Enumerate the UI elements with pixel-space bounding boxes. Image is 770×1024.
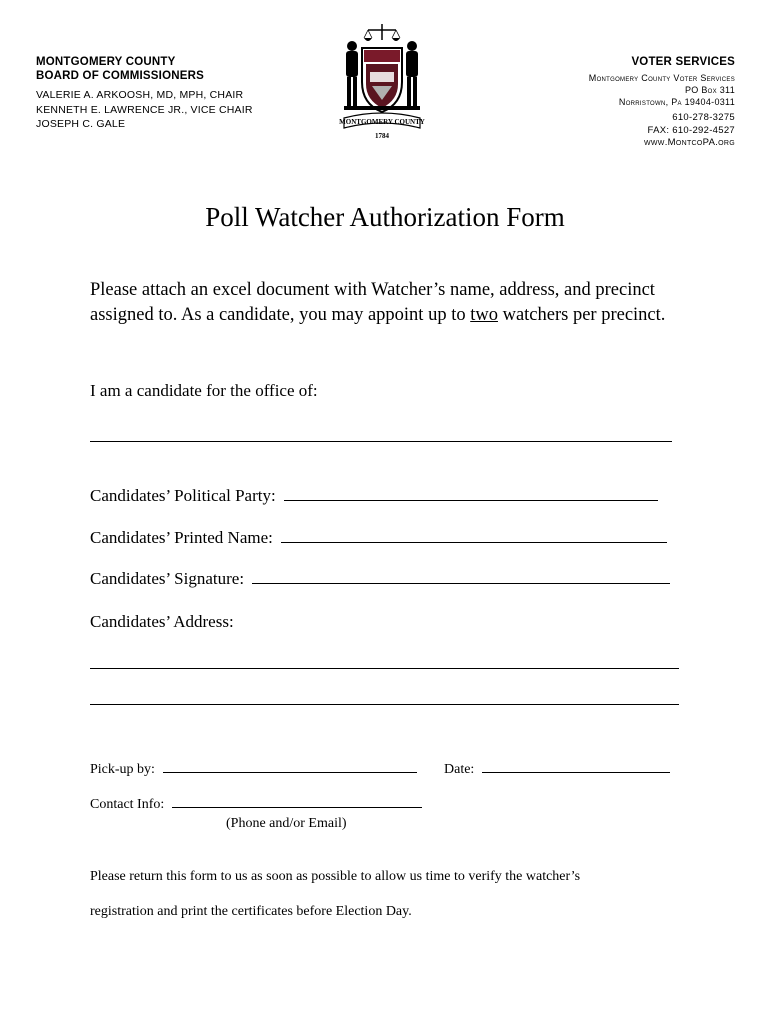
pickup-input-line[interactable]	[163, 771, 417, 773]
party-field	[90, 486, 658, 506]
instructions-text-1: Please attach an excel document with Watcher’s name, address, and precinct assigned to. As a candidate, you may appoint up to	[90, 280, 655, 325]
address-input-line-2[interactable]	[90, 704, 679, 705]
instructions-paragraph	[90, 278, 670, 328]
signature-field	[90, 569, 670, 589]
contact-hint: (Phone and/or Email)	[226, 816, 347, 831]
pickup-label: Pick-up by:	[90, 762, 155, 777]
seal-banner-text: MONTGOMERY COUNTY	[339, 118, 425, 126]
address-line-office: Montgomery County Voter Services	[588, 73, 735, 83]
fax-number: FAX: 610-292-4527	[647, 124, 735, 136]
board-header	[36, 55, 253, 132]
address-input-line-1[interactable]	[90, 668, 679, 669]
contact-block	[589, 112, 735, 150]
form-title: Poll Watcher Authorization Form	[205, 202, 565, 232]
org-name-line1: MONTGOMERY COUNTY	[36, 56, 176, 68]
address-field	[90, 612, 234, 632]
commissioner-vice-chair: KENNETH E. LAWRENCE JR., VICE CHAIR	[36, 103, 253, 116]
voter-services-header	[589, 55, 735, 150]
commissioner-member: JOSEPH C. GALE	[36, 118, 126, 130]
seal-year: 1784	[375, 132, 389, 140]
office-question: I am a candidate for the office of:	[90, 381, 318, 400]
printed-name-label: Candidates’ Printed Name:	[90, 528, 273, 547]
signature-label: Candidates’ Signature:	[90, 569, 245, 588]
date-input-line[interactable]	[482, 771, 670, 773]
address-label: Candidates’ Address:	[90, 612, 234, 631]
office-input-line[interactable]	[90, 441, 672, 442]
pickup-field	[90, 762, 417, 778]
instructions-emphasis: two	[470, 305, 498, 325]
org-name-line2: BOARD OF COMMISSIONERS	[36, 70, 204, 82]
commissioners-list	[36, 88, 253, 132]
date-label: Date:	[444, 762, 475, 777]
contact-field	[90, 797, 422, 813]
instructions-text-2: watchers per precinct.	[497, 305, 666, 325]
return-note-line-1: Please return this form to us as soon as possible to allow us time to verify the watcher’s	[90, 869, 581, 884]
printed-name-field	[90, 528, 667, 548]
party-label: Candidates’ Political Party:	[90, 486, 276, 505]
address-line-city: Norristown, Pa 19404-0311	[618, 97, 735, 107]
contact-input-line[interactable]	[172, 806, 422, 808]
phone-number: 610-278-3275	[672, 112, 735, 123]
address-line-pobox: PO Box 311	[684, 85, 735, 95]
mailing-address	[589, 72, 735, 108]
return-note-line-2: registration and print the certificates before Election Day.	[90, 904, 412, 919]
date-field	[444, 762, 670, 778]
website-link[interactable]: www.MontcoPA.org	[643, 137, 735, 148]
department-name: VOTER SERVICES	[631, 56, 735, 68]
contact-label: Contact Info:	[90, 797, 165, 812]
printed-name-input-line[interactable]	[281, 541, 667, 543]
party-input-line[interactable]	[284, 499, 658, 501]
county-seal-logo	[336, 20, 428, 144]
signature-input-line[interactable]	[252, 582, 670, 584]
commissioner-chair: VALERIE A. ARKOOSH, MD, MPH, CHAIR	[36, 89, 244, 101]
